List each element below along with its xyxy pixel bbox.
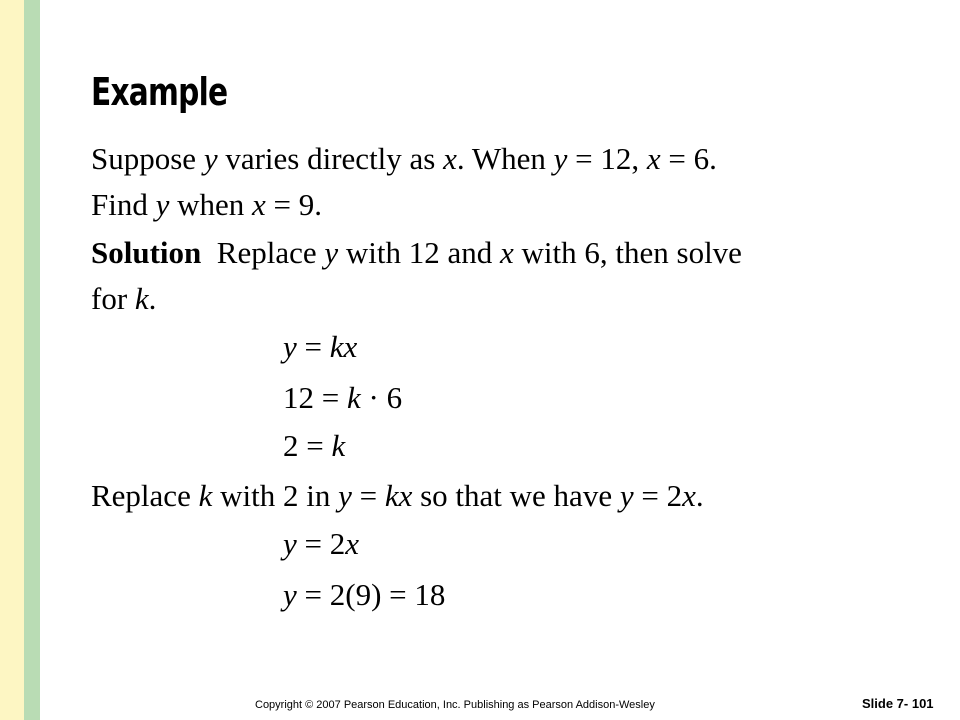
left-decorative-stripe-green xyxy=(24,0,40,720)
solution-line-1: Solution Replace y with 12 and x with 6, then solve xyxy=(91,235,742,270)
solution-line-2: for k. xyxy=(91,281,157,316)
solution-label: Solution xyxy=(91,235,202,270)
problem-line-1: Suppose y varies directly as x. When y = 12, x = 6. xyxy=(91,141,717,176)
problem-line-2: Find y when x = 9. xyxy=(91,187,323,222)
equation-1: y = kx xyxy=(283,329,358,364)
equation-3: 2 = k xyxy=(283,428,346,463)
final-equation-1: y = 2x xyxy=(283,526,360,561)
left-decorative-stripe-yellow xyxy=(0,0,24,720)
equation-2: 12 = k · 6 xyxy=(283,380,403,415)
slide-title: Example xyxy=(91,70,228,114)
slide-number: Slide 7- 101 xyxy=(862,696,934,711)
replace-line: Replace k with 2 in y = kx so that we have y = 2x. xyxy=(91,478,704,513)
footer-copyright: Copyright © 2007 Pearson Education, Inc. Publishing as Pearson Addison-Wesley xyxy=(255,699,655,711)
final-equation-2: y = 2(9) = 18 xyxy=(283,577,446,612)
